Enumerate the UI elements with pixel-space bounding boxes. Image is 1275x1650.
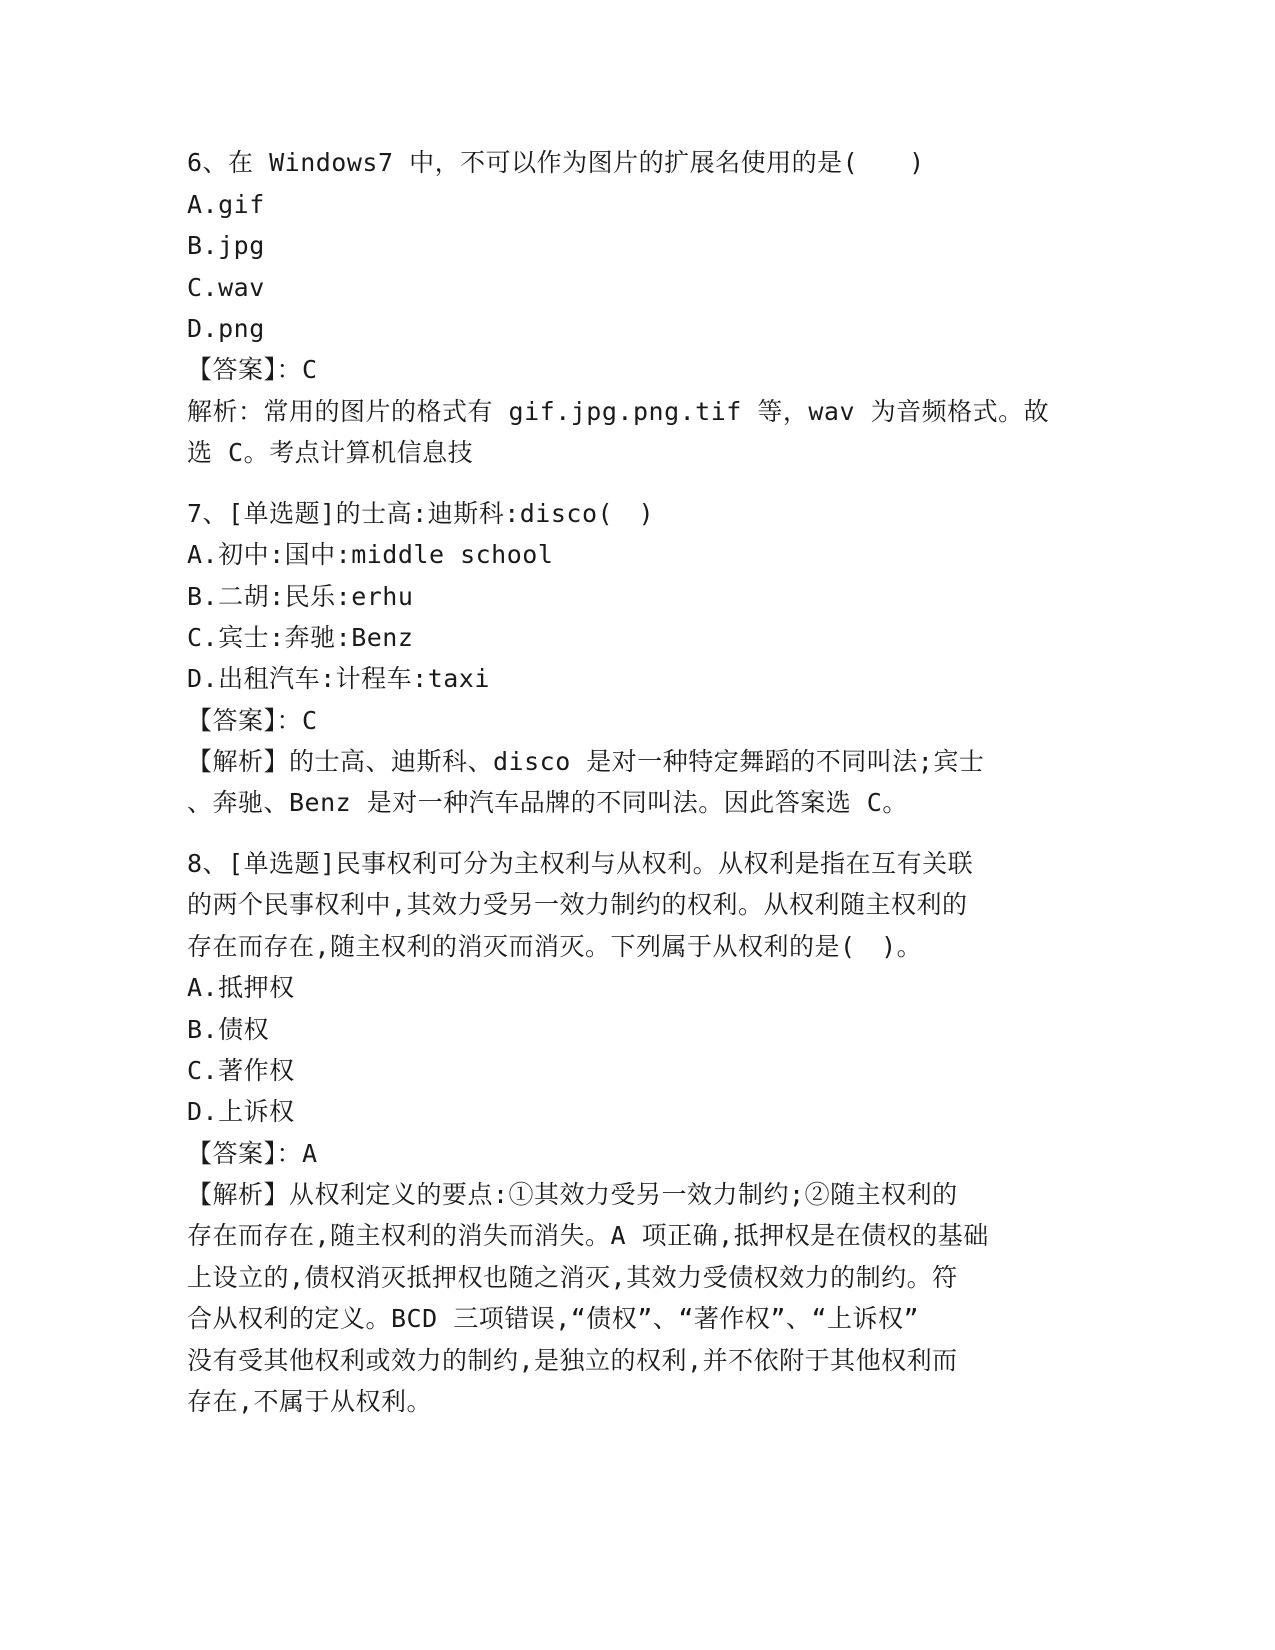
question-8-explanation-line: 合从权利的定义。BCD 三项错误,“债权”、“著作权”、“上诉权”	[187, 1304, 920, 1333]
question-8-explanation-line: 存在而存在,随主权利的消失而消失。A 项正确,抵押权是在债权的基础	[187, 1221, 989, 1250]
question-6-option-c: C.wav	[187, 273, 265, 302]
question-7-option-d: D.出租汽车:计程车:taxi	[187, 664, 490, 693]
question-7-stem: 7、[单选题]的士高:迪斯科:disco( )	[187, 499, 655, 528]
question-8-answer: 【答案】：A	[187, 1139, 318, 1168]
question-7-explanation-line: 、奔驰、Benz 是对一种汽车品牌的不同叫法。因此答案选 C。	[187, 788, 908, 817]
question-8-option-c: C.著作权	[187, 1056, 295, 1085]
question-7-option-b: B.二胡:民乐:erhu	[187, 582, 414, 611]
question-7-option-a: A.初中:国中:middle school	[187, 540, 554, 569]
question-7-explanation-line: 【解析】的士高、迪斯科、disco 是对一种特定舞蹈的不同叫法;宾士	[187, 747, 985, 776]
question-8-explanation-line: 上设立的,债权消灭抵押权也随之消灭,其效力受债权效力的制约。符	[187, 1263, 958, 1292]
question-8-explanation-line: 【解析】从权利定义的要点:①其效力受另一效力制约;②随主权利的	[187, 1180, 958, 1209]
question-6-option-a: A.gif	[187, 190, 265, 219]
question-7-option-c: C.宾士:奔驰:Benz	[187, 623, 414, 652]
question-8-explanation-line: 没有受其他权利或效力的制约,是独立的权利,并不依附于其他权利而	[187, 1346, 958, 1375]
question-8-explanation-line: 存在,不属于从权利。	[187, 1387, 433, 1416]
question-6-explanation-line: 选 C。考点计算机信息技	[187, 438, 474, 467]
question-8-option-a: A.抵押权	[187, 973, 295, 1002]
question-6-option-b: B.jpg	[187, 231, 265, 260]
question-8-stem-line: 的两个民事权利中,其效力受另一效力制约的权利。从权利随主权利的	[187, 890, 968, 919]
question-8-stem-line: 存在而存在,随主权利的消灭而消灭。下列属于从权利的是( )。	[187, 932, 923, 961]
question-6-stem: 6、在 Windows7 中，不可以作为图片的扩展名使用的是( )	[187, 148, 925, 177]
question-6-option-d: D.png	[187, 314, 265, 343]
question-8-option-b: B.债权	[187, 1015, 270, 1044]
question-8-stem-line: 8、[单选题]民事权利可分为主权利与从权利。从权利是指在互有关联	[187, 849, 974, 878]
question-8-option-d: D.上诉权	[187, 1097, 295, 1126]
question-6-answer: 【答案】：C	[187, 355, 318, 384]
question-7-answer: 【答案】：C	[187, 706, 318, 735]
question-6-explanation-line: 解析：常用的图片的格式有 gif.jpg.png.tif 等，wav 为音频格式。故	[187, 397, 1050, 426]
